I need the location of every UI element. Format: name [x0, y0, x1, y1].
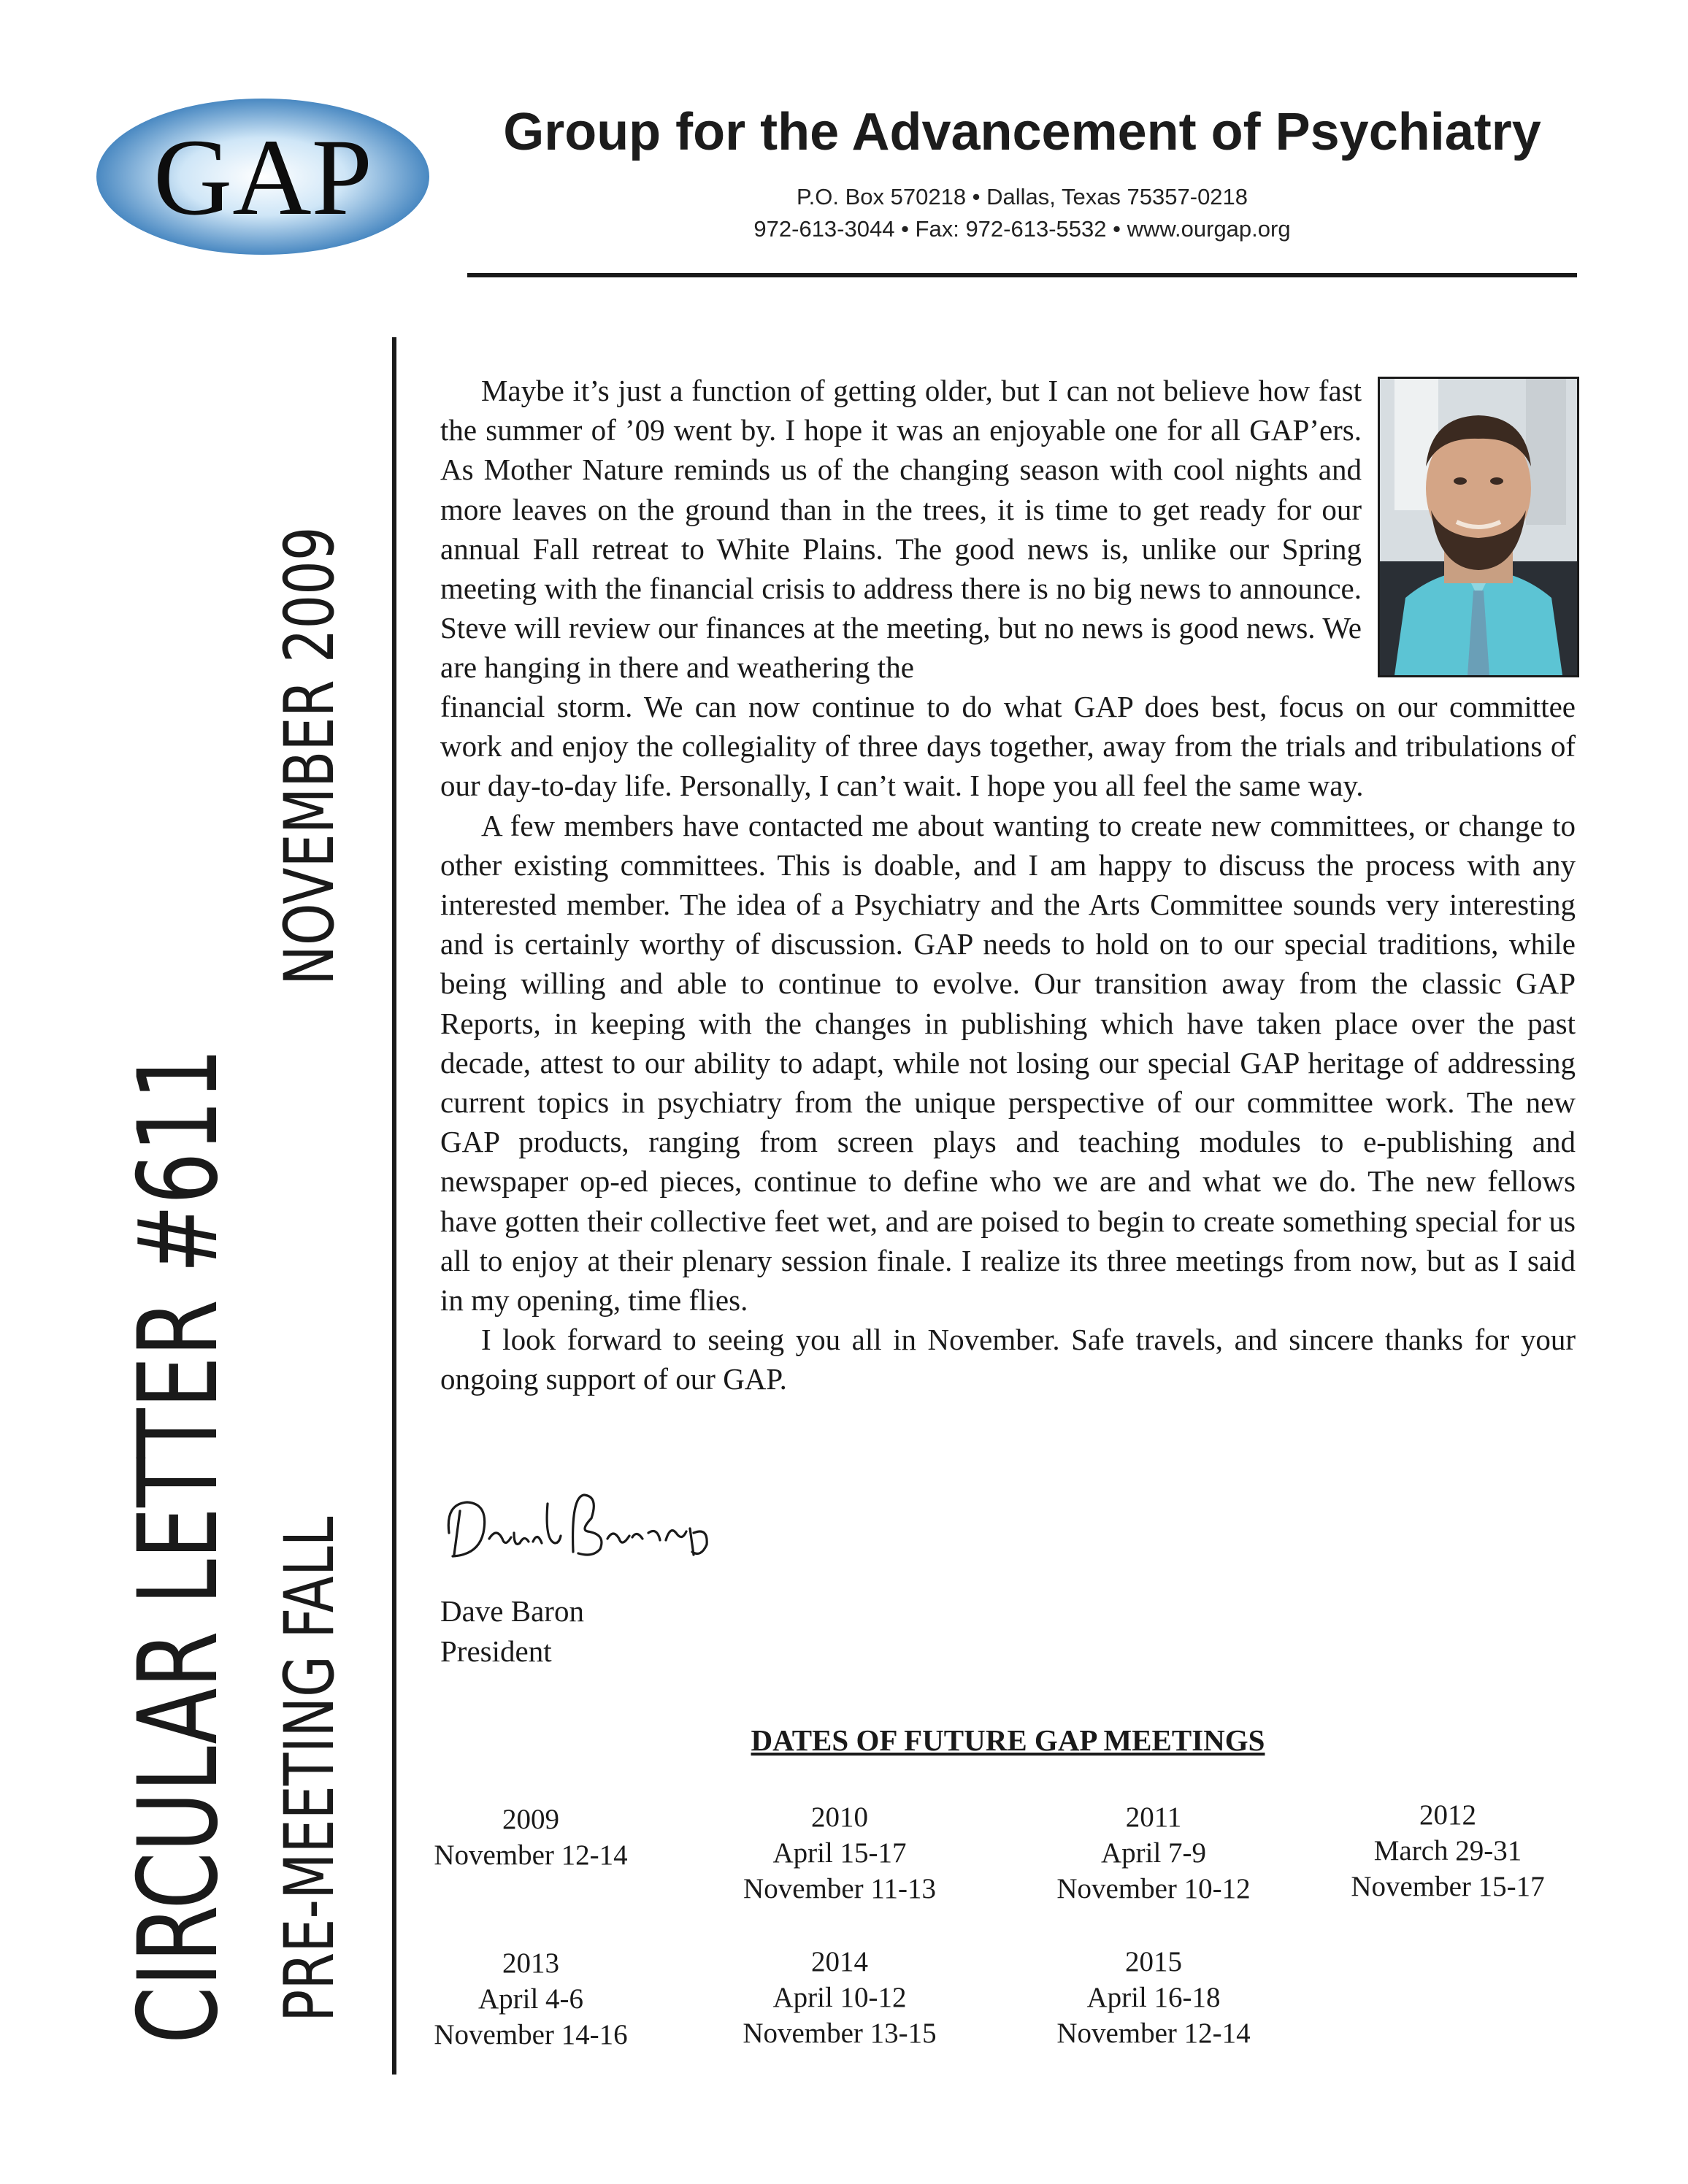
- meeting-date: April 15-17: [772, 1837, 907, 1869]
- org-contact: 972-613-3044 • Fax: 972-613-5532 • www.ourgap.org: [753, 216, 1291, 242]
- letter-p1-top: Maybe it’s just a function of getting older, but I can not believe how fast the summer of ’09 went by. I hope it was an enjoyable one for all GAP’ers. As Mother Nature reminds us of the changing season with cool nights and more leaves on the ground than in the trees, it is time to get ready for our annual Fall retreat to White Plains. The good news is, unlike our Spring meeting with the financial crisis to address there is no big news to announce. Steve will review our finances at the meeting, but no news is good news. We are hanging in there and weathering the: [440, 374, 1362, 685]
- letter-body: [440, 687, 1576, 1399]
- meeting-year: 2010: [811, 1802, 868, 1833]
- circular-letter-title: CIRCULAR LETTER #611: [115, 1047, 242, 2044]
- meeting-date: November 14-16: [434, 2019, 628, 2050]
- meeting-year: 2013: [502, 1947, 559, 1979]
- meeting-year-2014: [719, 1944, 960, 2051]
- letter-paragraph-1-top: [440, 371, 1362, 688]
- meeting-year: 2014: [811, 1946, 868, 1977]
- meeting-date: November 12-14: [1056, 2018, 1251, 2049]
- meeting-year-2011: [1033, 1799, 1274, 1907]
- meeting-date: April 4-6: [477, 1983, 584, 2015]
- meeting-date: November 12-14: [434, 1839, 628, 1871]
- header-divider: [467, 273, 1577, 277]
- signer-name: Dave Baron: [440, 1594, 584, 1628]
- meeting-date: April 16-18: [1086, 1982, 1221, 2013]
- org-address: P.O. Box 570218 • Dallas, Texas 75357-0218: [796, 184, 1248, 209]
- meeting-year: 2012: [1419, 1799, 1476, 1831]
- meeting-year-2009: [410, 1802, 651, 1873]
- letter-p2: A few members have contacted me about wanting to create new committees, or change to other existing committees. This is doable, and I am happy to discuss the process with any interested member. The idea of a Psychiatry and the Arts Committee sounds very interesting and is certainly worthy of discussion. GAP needs to hold on to our special traditions, while being willing and able to continue to evolve. Our transition away from the classic GAP Reports, in keeping with the changes in publishing which have taken place over the past decade, attest to our ability to adapt, while not losing our special GAP heritage of addressing current topics in psychiatry from the unique perspective of our committee work. The new GAP products, ranging from screen plays and teaching modules to e-publishing and newspaper op-ed pieces, continue to define who we are and what we do. The new fellows have gotten their collective feet wet, and are poised to begin to create something special for us all to enjoy at their plenary session finale. I realize its three meetings from now, but as I said in my opening, time flies.: [440, 808, 1576, 1318]
- president-photo: [1378, 377, 1579, 677]
- org-name: Group for the Advancement of Psychiatry: [503, 103, 1541, 161]
- sidebar-divider: [392, 337, 396, 2075]
- meeting-date: November 10-12: [1056, 1873, 1251, 1904]
- letter-p3: I look forward to seeing you all in November. Safe travels, and sincere thanks for your ongoing support of our GAP.: [440, 1323, 1576, 1396]
- meeting-year-2013: [410, 1945, 651, 2053]
- meeting-date: April 7-9: [1100, 1837, 1207, 1869]
- signer-title: President: [440, 1634, 552, 1668]
- meeting-date: April 10-12: [772, 1982, 907, 2013]
- meeting-year: 2009: [502, 1804, 559, 1835]
- meeting-date: November 13-15: [743, 2018, 937, 2049]
- issue-subtitle: PRE-MEETING FALL: [270, 1516, 350, 2022]
- meeting-year-2015: [1033, 1944, 1274, 2051]
- issue-date: NOVEMBER 2009: [270, 526, 350, 985]
- signature: [438, 1482, 716, 1584]
- gap-logo-text: GAP: [153, 117, 373, 238]
- meeting-date: March 29-31: [1373, 1835, 1522, 1866]
- letter-p1-rest: financial storm. We can now continue to do what GAP does best, focus on our committee work and enjoy the collegiality of three days together, away from the trials and tribulations of our day-to-day life. Personally, I can’t wait. I hope you all feel the same way.: [440, 690, 1576, 803]
- meeting-year: 2011: [1125, 1802, 1182, 1833]
- meeting-year: 2015: [1125, 1946, 1182, 1977]
- future-meetings-heading: DATES OF FUTURE GAP MEETINGS: [751, 1723, 1265, 1757]
- meeting-date: November 15-17: [1351, 1871, 1545, 1902]
- meeting-year-2010: [719, 1799, 960, 1907]
- meeting-year-2012: [1327, 1797, 1568, 1904]
- gap-logo: [95, 97, 431, 256]
- meeting-date: November 11-13: [743, 1873, 936, 1904]
